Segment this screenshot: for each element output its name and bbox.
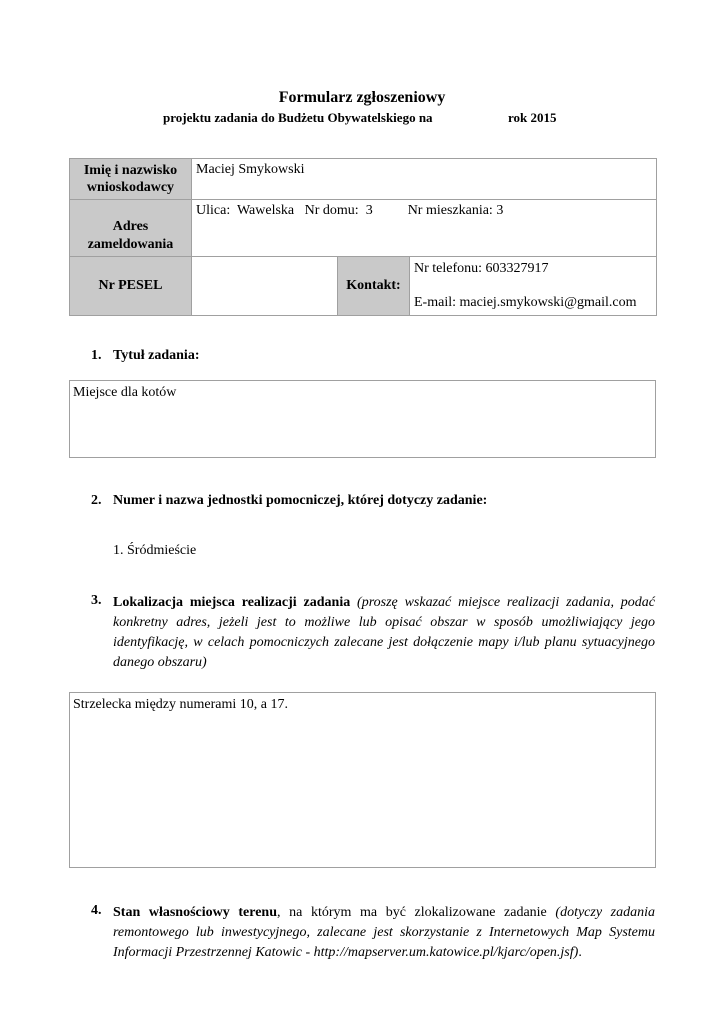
- section4-body: , na którym ma być zlokalizowane zadanie: [277, 905, 547, 920]
- unit-value[interactable]: 1. Śródmieście: [113, 543, 197, 558]
- section1-number: 1.: [91, 348, 102, 363]
- section3-number: 3.: [91, 593, 102, 608]
- section4-end: .: [578, 945, 582, 960]
- contact-value: [410, 257, 657, 316]
- applicant-table: [69, 158, 657, 316]
- form-year: rok 2015: [508, 110, 557, 125]
- section2-number: 2.: [91, 493, 102, 508]
- form-title: Formularz zgłoszeniowy: [278, 89, 446, 106]
- section3-heading: Lokalizacja miejsca realizacji zadania: [113, 595, 351, 610]
- location-field[interactable]: [69, 692, 656, 868]
- pesel-label: Nr PESEL: [70, 257, 192, 316]
- name-value[interactable]: Maciej Smykowski: [192, 159, 657, 200]
- section2-heading: Numer i nazwa jednostki pomocniczej, której dotyczy zadanie:: [113, 493, 488, 508]
- phone-value[interactable]: Nr telefonu: 603327917: [414, 261, 549, 276]
- section4-note: (dotyczy zadania remontowego lub inwestycyjnego, zalecane jest skorzystanie z Internetowych Map Systemu Informacji Przestrzennej Katowic - http://mapserver.um.katowice.pl/kjarc/open.jsf): [113, 905, 656, 960]
- section1-heading: Tytuł zadania:: [113, 348, 200, 363]
- name-label: Imię i nazwisko wnioskodawcy: [70, 159, 192, 200]
- location-value: Strzelecka między numerami 10, a 17.: [73, 697, 288, 712]
- address-value[interactable]: Ulica: Wawelska Nr domu: 3 Nr mieszkania: 3: [192, 200, 657, 257]
- contact-label: Kontakt:: [338, 257, 410, 316]
- section3-note: (proszę wskazać miejsce realizacji zadania, podać konkretny adres, jeżeli jest to możliwe lub opisać obszar w sposób umożliwiający jego identyfikację, w celach pomocniczych zalecane jest dołączenie mapy i/lub planu sytuacyjnego danego obszaru): [113, 595, 655, 670]
- email-value[interactable]: E-mail: maciej.smykowski@gmail.com: [414, 295, 637, 310]
- section3-text: [113, 593, 655, 673]
- pesel-value[interactable]: [192, 257, 338, 316]
- section4-text: [113, 903, 655, 963]
- form-subtitle: projektu zadania do Budżetu Obywatelskiego na: [163, 110, 433, 125]
- task-title-value: Miejsce dla kotów: [73, 385, 177, 400]
- task-title-field[interactable]: [69, 380, 656, 458]
- section4-number: 4.: [91, 903, 102, 918]
- address-label: Adres zameldowania: [70, 200, 192, 257]
- section4-heading: Stan własnościowy terenu: [113, 905, 277, 920]
